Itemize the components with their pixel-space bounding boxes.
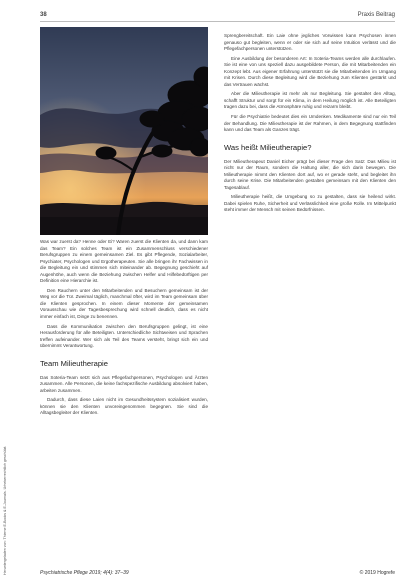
paragraph: Den Rauchern unter den Mitarbeitenden und Besuchern gemeinsam ist der Weg vor die Tür. Zweimal täglich, manchmal öfter, wird im Team gemeinsam über die Klienten gesprochen. In einem dieser Momente der gemeinsamen Vorausschau wie der Tagesbesprechung wird schnell deutlich, dass es nicht immer einfach ist, Dinge zu benennen. [40, 287, 208, 320]
paragraph: Was war zuerst da? Henne oder Ei? Waren zuerst die Klienten da, und dann kam das Team? Ein solches Team ist ein Zusammenschluss verschiedener Berufsgruppen zu einem gemeinsamen Ziel. Es gibt Pflegende, Sozialarbeiter, Psychiater, Psychologen und Ergotherapeuten. Sie alle bringen ihr Fachwissen in die Begleitung ein und stimmen sich miteinander ab. Begegnung geschieht auf Augenhöhe, auch wenn die Beziehung zwischen Helfer und Hilfebedürftigen per Definition eine Hierarchie ist. [40, 239, 208, 284]
paragraph: Aber die Milieutherapie ist mehr als nur Begleitung. Sie gestaltet den Alltag, schafft Struktur und sorgt für ein Klima, in dem Heilung möglich ist. Alle Beteiligten tragen dazu bei, dass die Atmosphäre ruhig und reizarm bleibt. [224, 91, 396, 110]
paragraph: Dadurch, dass diese Laien nicht im Gesundheitssystem sozialisiert wurden, können sie den Klienten unvoreingenommen begegnen. Sie sind die Alltagsbegleiter der Klienten. [40, 397, 208, 416]
page-number: 38 [40, 12, 47, 18]
running-head: Praxis Beitrag [357, 12, 395, 18]
header-rule [40, 21, 395, 22]
side-note: Heruntergeladen von: Thieme E-Books & E-Journals. Urheberrechtlich geschützt. [3, 445, 7, 575]
paragraph: Sprengbereitschaft. Ein Laie ohne jegliches Vorwissen kann Psychosen innen genauso gut begleiten, wenn er oder sie sich auf seine Intuition verlässt und die Pflegefachpersonen unterstützen. [224, 33, 396, 52]
paragraph: Für die Psychiatrie bedeutet dies ein Umdenken. Medikamente sind nur ein Teil der Behandlung. Die Milieutherapie ist der Rahmen, in dem Begegnung stattfinden kann und das Team als Ganzes trägt. [224, 114, 396, 133]
left-column [40, 239, 208, 420]
tree-silhouette-sunset-photo [40, 27, 208, 235]
copyright: © 2019 Hogrefe [359, 570, 395, 576]
paragraph: Milieutherapie heißt, die Umgebung so zu gestalten, dass sie heilend wirkt. Dabei spielen Ruhe, Sicherheit und Verlässlichkeit eine große Rolle. Im Mittelpunkt steht immer der Mensch mit seinen Bedürfnissen. [224, 194, 396, 213]
paragraph: Eine Ausbildung der besonderen Art: In Soteria-Teams werden alle durchlaufen. Sie ist eine von uns speziell dazu ausgebildete Person, die mit Mitarbeitenden ein Konzept lebt. Aus eigener Erfahrung unterstützt sie die Mitarbeitenden im Umgang mit Krisen. Durch diese Begleitung wird die Beziehung zum Klienten gestärkt und das Vertrauen wächst. [224, 55, 396, 87]
paragraph: Der Milieutherapeut Daniel Eicher prägt bei dieser Frage den Satz: Das Milieu ist nicht nur der Raum, sondern die Haltung aller, die sich darin bewegen. Die Milieutherapie nimmt den Klienten dort auf, wo er gerade steht, und begleitet ihn durch seine Krise. Die Mitarbeitenden gestalten gemeinsam mit den Klienten den Tagesablauf. [224, 158, 396, 190]
section-heading: Team Milieutherapie [40, 358, 108, 368]
article-photo [40, 27, 208, 235]
side-strip [0, 0, 13, 585]
paragraph: Dass die Kommunikation zwischen den Berufsgruppen gelingt, ist eine Herausforderung für alle Beteiligten. Unterschiedliche Sichtweisen und Sprachen treffen aufeinander. Wer sich als Teil des Teams versteht, bringt sich ein und übernimmt Verantwortung. [40, 323, 208, 349]
journal-citation: Psychiatrische Pflege 2019; 4(4): 37–39 [40, 570, 129, 576]
right-column [224, 33, 396, 217]
section-heading: Was heißt Milieutherapie? [224, 142, 312, 152]
paragraph: Das Soteria-Team setzt sich aus Pflegefachpersonen, Psychologen und Ärzten zusammen. Alle Personen, die keine fachspezifische Ausbildung absolviert haben, arbeiten zusammen. [40, 374, 208, 393]
